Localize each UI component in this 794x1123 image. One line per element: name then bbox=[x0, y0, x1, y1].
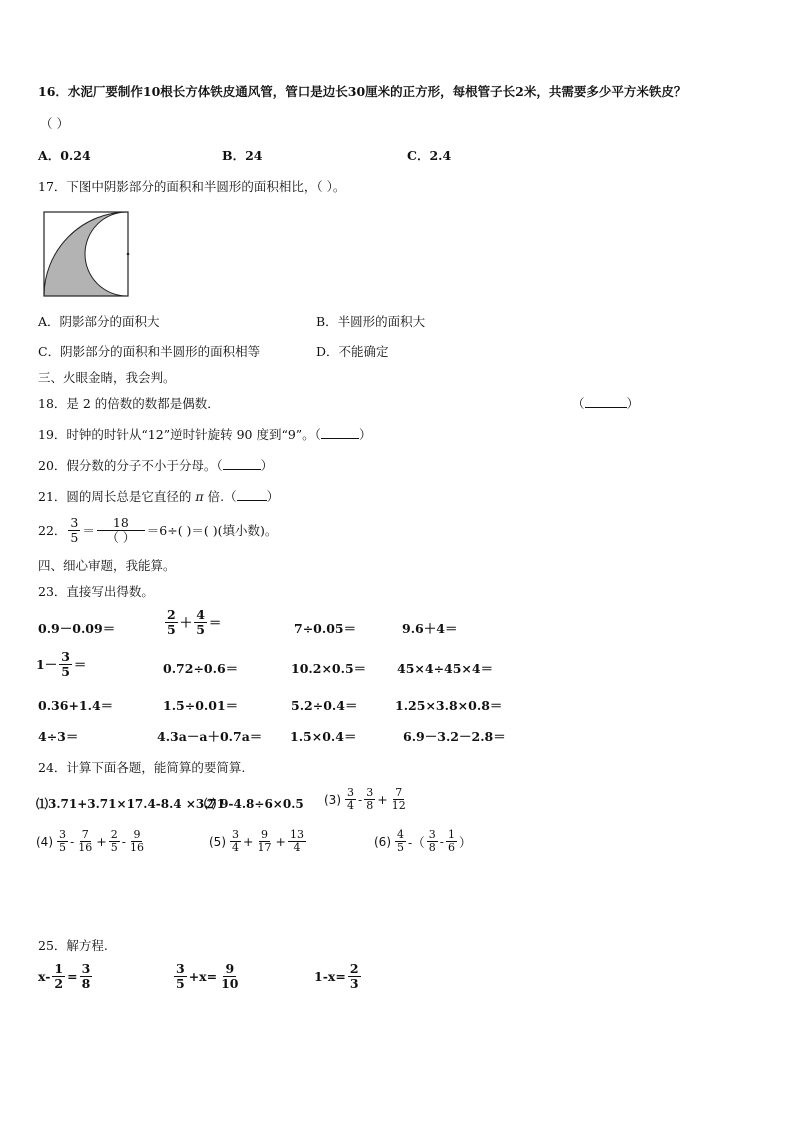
q16-stem: 16．水泥厂要制作10根长方体铁皮通风管，管口是边长30厘米的正方形，每根管子长2米，共需要多少平方米铁皮？ bbox=[38, 84, 687, 99]
q25-eq3: 1-x= $\frac{2}{3}$ bbox=[314, 961, 359, 991]
q20-answer-blank[interactable] bbox=[223, 469, 261, 470]
q23-r4-c4: 6.9－3.2－2.8＝ bbox=[403, 729, 506, 744]
section-3-heading: 三、火眼金睛，我会判。 bbox=[38, 370, 176, 385]
q22-fraction-1: $\frac{3}{5}$ bbox=[70, 515, 79, 545]
q17-option-b[interactable]: B．半圆形的面积大 bbox=[316, 314, 426, 329]
q19-answer-blank[interactable] bbox=[321, 438, 359, 439]
q17-stem: 17．下图中阴影部分的面积和半圆形的面积相比，（ ）。 bbox=[38, 179, 346, 194]
q23-r3-c3: 5.2÷0.4＝ bbox=[291, 698, 358, 713]
q25-stem: 25．解方程. bbox=[38, 938, 108, 953]
q17-option-c[interactable]: C．阴影部分的面积和半圆形的面积相等 bbox=[38, 344, 261, 359]
q23-r3-c1: 0.36+1.4＝ bbox=[38, 698, 114, 713]
center-dot bbox=[127, 253, 130, 256]
q16-answer-paren: （ ） bbox=[40, 116, 69, 131]
q17-option-d[interactable]: D．不能确定 bbox=[316, 344, 389, 359]
q23-r1-c2: $\frac{2}{5}$ ＋ $\frac{4}{5}$ ＝ bbox=[167, 607, 222, 637]
q24-p1: ⑴3.71+3.71×17.4-8.4 ×3.71 bbox=[36, 797, 226, 811]
q23-r2-c2: 0.72÷0.6＝ bbox=[163, 661, 239, 676]
q21-text: 21．圆的周长总是它直径的 π 倍.（ ） bbox=[38, 489, 280, 504]
q23-r2-c3: 10.2×0.5＝ bbox=[291, 661, 367, 676]
q18-answer[interactable]: （ ） bbox=[572, 396, 640, 411]
q24-p2: ⑵ 9-4.8÷6×0.5 bbox=[204, 797, 304, 811]
shaded-region bbox=[44, 212, 128, 296]
q24-p5: (5) $\frac{3}{4}$ + $\frac{9}{17}$ + $\frac{13}{4}$ bbox=[209, 828, 304, 855]
q16-option-a[interactable]: A．0.24 bbox=[38, 148, 91, 163]
q23-r1-c1: 0.9－0.09＝ bbox=[38, 621, 116, 636]
q20-text: 20．假分数的分子不小于分母。（ ） bbox=[38, 458, 274, 473]
q24-p3: (3) $\frac{3}{4}$ - $\frac{3}{8}$ + $\frac{7}{12}$ bbox=[324, 786, 406, 813]
q23-r4-c2: 4.3a－a＋0.7a＝ bbox=[157, 729, 263, 744]
q24-stem: 24．计算下面各题，能简算的要简算. bbox=[38, 760, 246, 775]
q22-fraction-2[interactable]: $\frac{18}{( )}$ bbox=[97, 516, 145, 545]
q23-r2-c1: 1－ $\frac{3}{5}$ ＝ bbox=[36, 649, 87, 679]
q23-r2-c4: 45×4÷45×4＝ bbox=[397, 661, 494, 676]
q23-r1-c3: 7÷0.05＝ bbox=[294, 621, 357, 636]
q25-eq1: x- $\frac{1}{2}$ = $\frac{3}{8}$ bbox=[38, 961, 91, 991]
q22-row: 22． $\frac{3}{5}$ ＝ $\frac{18}{( )}$ ＝6÷( )＝( )(填小数)。 bbox=[38, 515, 278, 545]
q23-r3-c4: 1.25×3.8×0.8＝ bbox=[395, 698, 503, 713]
q21-answer-blank[interactable] bbox=[237, 500, 267, 501]
q24-p4: (4) $\frac{3}{5}$ - $\frac{7}{16}$ + $\frac{2}{5}$ - $\frac{9}{16}$ bbox=[36, 828, 144, 855]
q17-figure bbox=[42, 210, 132, 300]
q17-option-a[interactable]: A．阴影部分的面积大 bbox=[38, 314, 160, 329]
q23-r1-c4: 9.6＋4＝ bbox=[402, 621, 458, 636]
q23-stem: 23．直接写出得数。 bbox=[38, 584, 154, 599]
q16-option-c[interactable]: C．2.4 bbox=[407, 148, 452, 163]
q23-r4-c3: 1.5×0.4＝ bbox=[290, 729, 357, 744]
q23-r4-c1: 4÷3＝ bbox=[38, 729, 79, 744]
q23-r3-c2: 1.5÷0.01＝ bbox=[163, 698, 239, 713]
q25-eq2: $\frac{3}{5}$ +x= $\frac{9}{10}$ bbox=[176, 961, 239, 991]
q18-text: 18．是 2 的倍数的数都是偶数． bbox=[38, 396, 220, 411]
q24-p6: (6) $\frac{4}{5}$ -（ $\frac{3}{8}$ - $\frac{1}{6}$ ） bbox=[374, 828, 472, 855]
section-4-heading: 四、细心审题，我能算。 bbox=[38, 558, 176, 573]
q16-option-b[interactable]: B．24 bbox=[222, 148, 263, 163]
q19-text: 19．时钟的时针从“12”逆时针旋转 90 度到“9”。（ ） bbox=[38, 427, 372, 442]
